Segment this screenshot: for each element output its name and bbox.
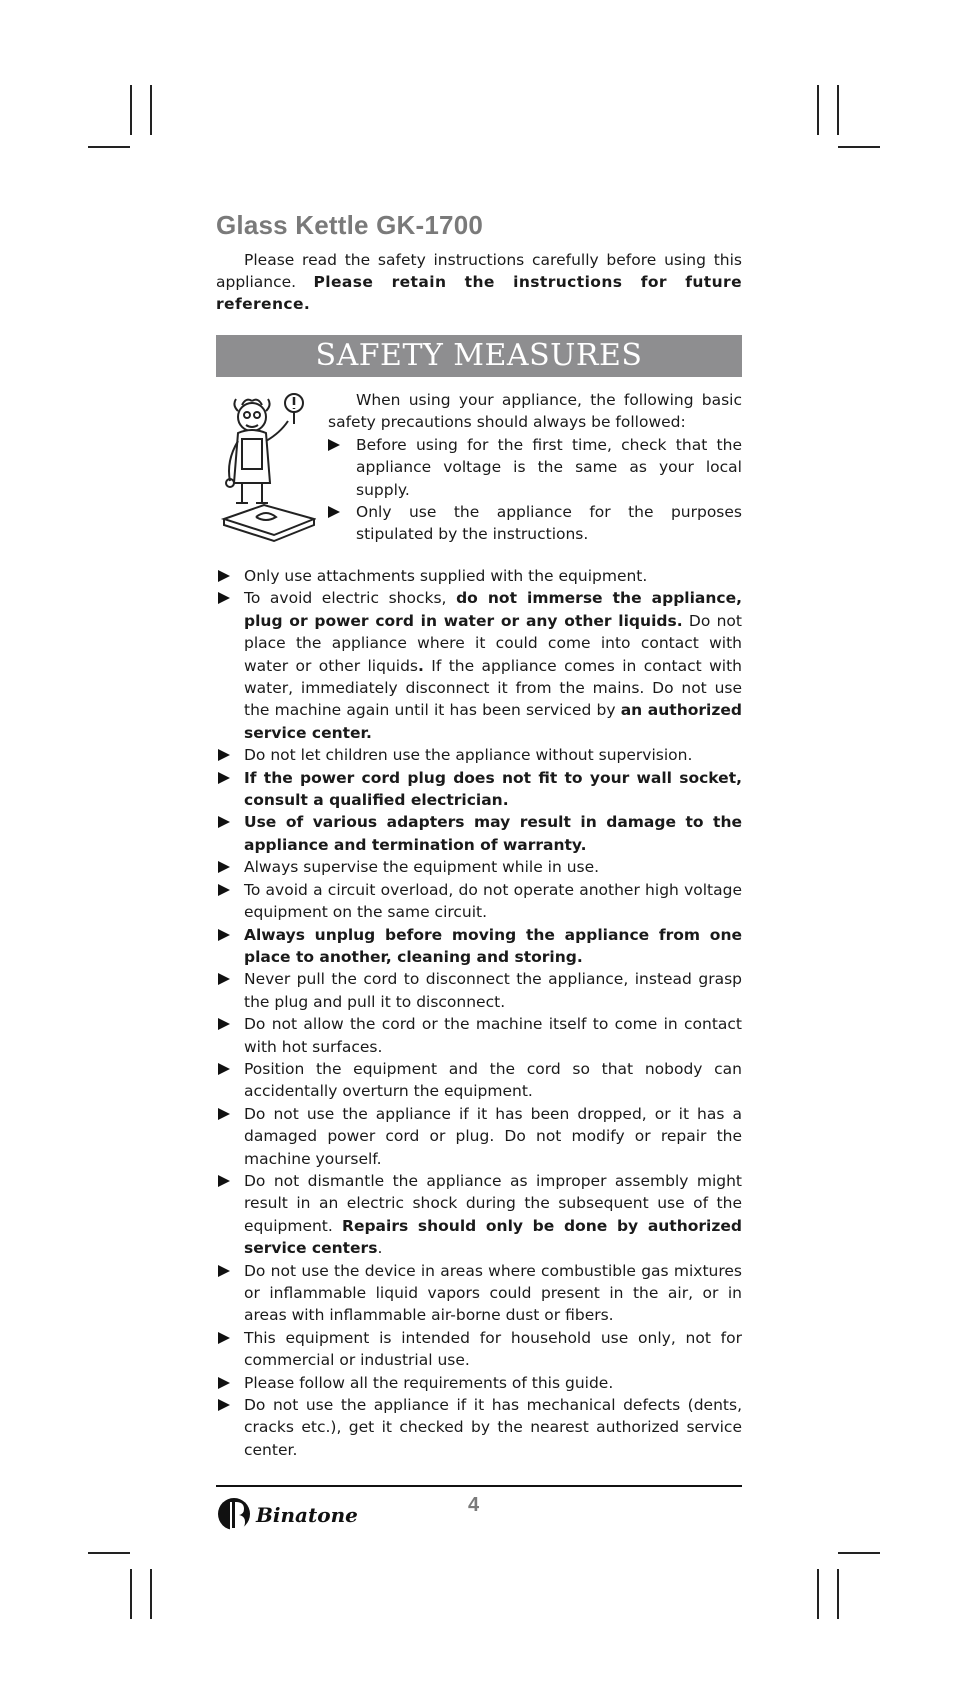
crop-mark [837, 85, 839, 135]
crop-mark [817, 85, 819, 135]
intro-text: Please read the safety instructions carefully before using this appliance. [216, 251, 742, 291]
document-title: Glass Kettle GK-1700 [216, 210, 484, 240]
bold-text: an authorized service center. [244, 701, 742, 742]
safety-list [216, 565, 742, 1461]
crop-mark [817, 1569, 819, 1619]
footer-divider [216, 1485, 742, 1487]
text: Do not use the appliance if it has mechanical defects (dents, cracks etc.), get it checked by the nearest authorized service center. [244, 1396, 742, 1459]
crop-mark [837, 1569, 839, 1619]
crop-mark [838, 1552, 880, 1554]
text: Do not let children use the appliance without supervision. [244, 746, 693, 765]
list-item [216, 924, 742, 969]
bold-text: Always unplug before moving the appliance from one place to another, cleaning and storing. [244, 925, 742, 966]
list-item [216, 1013, 742, 1058]
bold-text: . [417, 656, 424, 675]
list-item [216, 879, 742, 924]
crop-mark [150, 1569, 152, 1619]
bold-text: If the power cord plug does not fit to your wall socket, consult a qualified electrician. [244, 768, 742, 810]
bold-text: Repairs should only be done by authorized service centers [244, 1216, 742, 1258]
text: Always supervise the equipment while in use. [244, 858, 600, 877]
list-item: Only use the appliance for the purposes stipulated by the instructions. [328, 501, 742, 546]
brand-name: Binatone [256, 1503, 358, 1527]
crop-mark [88, 146, 130, 148]
list-item [216, 767, 742, 812]
crop-mark [88, 1552, 130, 1554]
crop-mark [130, 85, 132, 135]
list-item [216, 1103, 742, 1170]
text: Do not place the appliance where it could come into contact with water or other liquids [244, 611, 742, 675]
list-item [216, 744, 742, 766]
list-item [216, 1372, 742, 1394]
text: Do not use the device in areas where combustible gas mixtures or inflammable liquid vapors could present in the air, or in areas with inflammable air-borne dust or fibers. [244, 1261, 742, 1325]
text: To avoid electric shocks, [244, 589, 457, 608]
text: Position the equipment and the cord so that nobody can accidentally overturn the equipment. [244, 1059, 742, 1101]
lead-text [328, 389, 742, 546]
crop-mark [150, 85, 152, 135]
list-item [216, 1394, 742, 1461]
text: Never pull the cord to disconnect the appliance, instead grasp the plug and pull it to disconnect. [244, 970, 742, 1011]
lead-block [216, 389, 742, 565]
text: This equipment is intended for household use only, not for commercial or industrial use. [244, 1328, 742, 1370]
text: Do not dismantle the appliance as improper assembly might result in an electric shock during the subsequent use of the equipment. [244, 1171, 742, 1235]
lead-list [328, 434, 742, 546]
lead-paragraph: When using your appliance, the following basic safety precautions should always be followed: [328, 391, 742, 432]
text: Only use attachments supplied with the equipment. [244, 567, 648, 585]
text: To avoid a circuit overload, do not operate another high voltage equipment on the same circuit. [244, 880, 742, 922]
text: If the appliance comes in contact with water, immediately disconnect it from the mains. Do not use the machine again until it has been serviced by [244, 656, 742, 720]
binatone-logo-icon [216, 1494, 376, 1534]
text: Please follow all the requirements of this guide. [244, 1373, 614, 1392]
list-item [216, 1058, 742, 1103]
bold-text: do not immerse the appliance, plug or power cord in water or any other liquids. [244, 589, 743, 630]
crop-mark [838, 146, 880, 148]
list-item [216, 968, 742, 1013]
list-item: Before using for the first time, check that the appliance voltage is the same as your local supply. [328, 434, 742, 501]
intro-bold-text: Please retain the instructions for future reference. [216, 273, 742, 313]
list-item [216, 565, 742, 587]
list-item [216, 1170, 742, 1260]
worker-with-exclamation-sign-icon [216, 389, 316, 549]
document-body [216, 210, 742, 1461]
intro-paragraph [216, 249, 742, 315]
list-item [216, 856, 742, 878]
list-item [216, 587, 742, 744]
page-number: 4 [468, 1494, 480, 1516]
text: Do not allow the cord or the machine itself to come in contact with hot surfaces. [244, 1015, 742, 1056]
text: Do not use the appliance if it has been dropped, or it has a damaged power cord or plug. Do not modify or repair the machine yourself. [244, 1104, 742, 1168]
list-item [216, 1327, 742, 1372]
bold-text: Use of various adapters may result in damage to the appliance and termination of warranty. [244, 813, 742, 854]
crop-mark [130, 1569, 132, 1619]
list-item [216, 811, 742, 856]
text: . [377, 1239, 383, 1258]
list-item [216, 1260, 742, 1327]
section-banner: SAFETY MEASURES [216, 335, 742, 377]
